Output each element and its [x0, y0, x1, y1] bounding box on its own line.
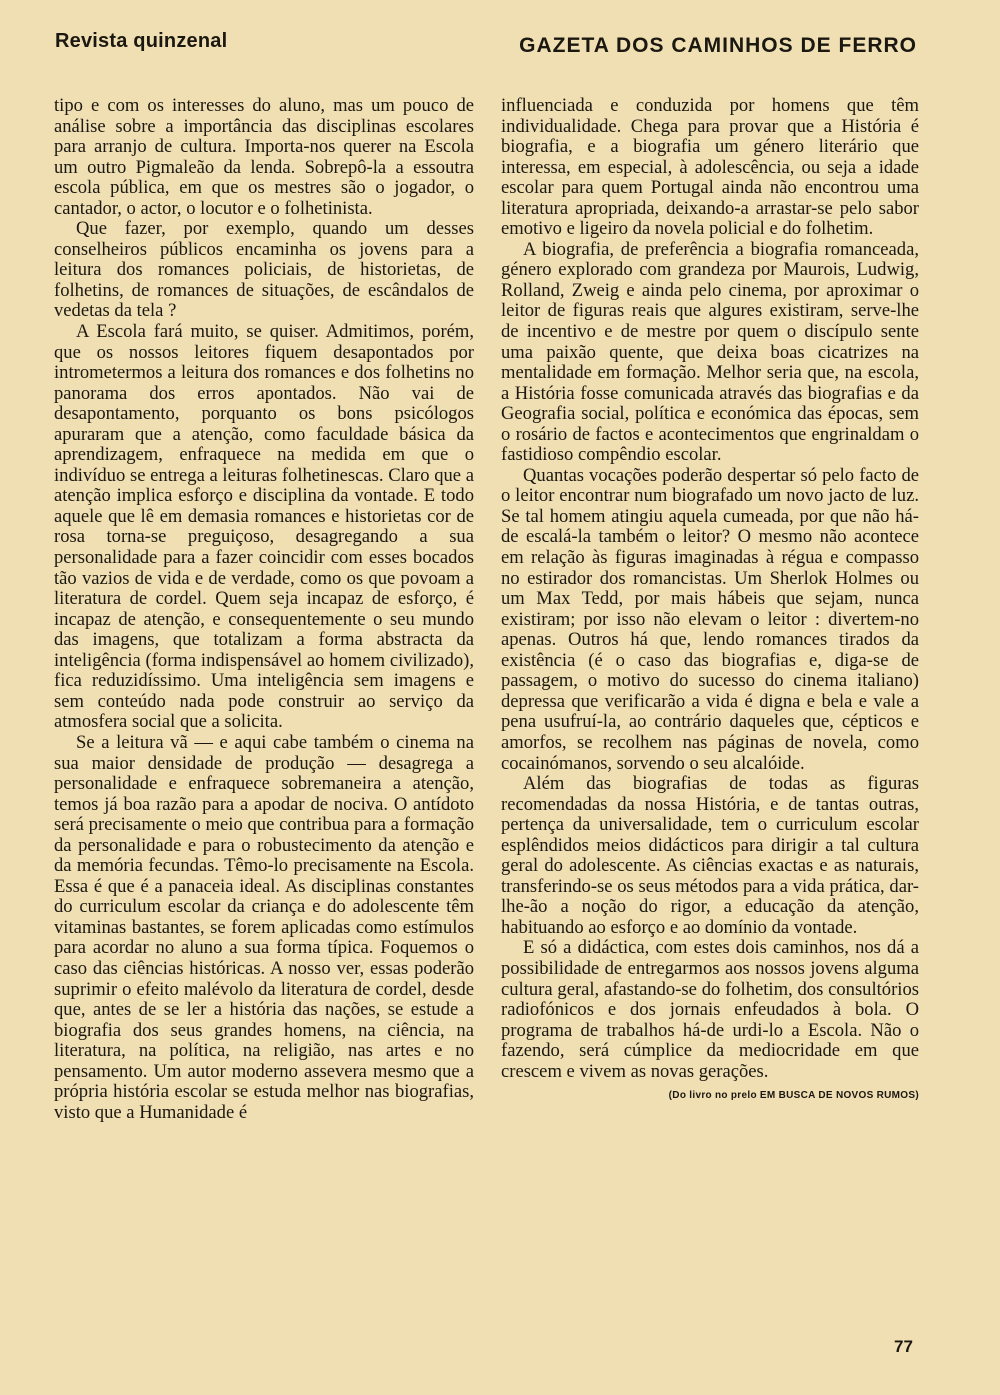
paragraph: influenciada e conduzida por homens que têm individualidade. Chega para provar que a História é biografia, e a biografia um género literário que interessa, em especial, à adolescência, ou seja a idade escolar para quem Portugal ainda não encontrou uma literatura apropriada, deixando-a arrastar-se pelo sabor emotivo e ligeiro da novela policial e do folhetim. [501, 95, 919, 240]
paragraph: A biografia, de preferência a biografia romanceada, género explorado com grandeza por Maurois, Ludwig, Rolland, Zweig e ainda pelo cinema, por aproximar o leitor de figuras reais que algures existiram, serve-lhe de incentivo e de mestre por quem o discípulo sente uma paixão quente, que deixa boas cicatrizes na mentalidade em formação. Melhor seria que, na escola, a História fosse comunicada através das biografias e da Geografia social, política e económica das épocas, sem o rosário de factos e acontecimentos que engrinaldam o fastidioso compêndio escolar. [501, 238, 919, 466]
source-note: (Do livro no prelo EM BUSCA DE NOVOS RUMOS) [668, 1090, 919, 1102]
paragraph: A Escola fará muito, se quiser. Admitimos, porém, que os nossos leitores fiquem desapontados por intrometermos a leitura dos romances e dos folhetins no panorama dos erros apontados. Não vai de desapontamento, porquanto os bons psicólogos apuraram que a atenção, como faculdade básica da aprendizagem, enfraquece na medida em que o indivíduo se entrega a leituras folhetinescas. Claro que a atenção implica esforço e disciplina da vontade. E todo aquele que lê em demasia romances e historietas cor de rosa torna-se preguiçoso, desagregando a sua personalidade para a fazer coincidir com esses bocados tão vazios de vida e de verdade, como os que povoam a literatura de cordel. Quem seja incapaz de esforço, é incapaz de atenção, e consequentemente o seu mundo das imagens, que totalizam a forma abstracta da inteligência (forma indispensável ao homem civilizado), fica reduzidíssimo. Uma inteligência sem imagens e sem conteúdo nada pode construir ao serviço da atmosfera social que a solicita. [54, 321, 474, 733]
magazine-title: GAZETA DOS CAMINHOS DE FERRO [519, 34, 917, 57]
paragraph: Se a leitura vã — e aqui cabe também o cinema na sua maior densidade de produção — desagrega a personalidade e enfraquece sobremaneira a atenção, temos já boa razão para a apodar de nociva. O antídoto será precisamente o meio que contribua para a formação da personalidade e para o robustecimento da atenção e da memória fecundas. Têmo-lo precisamente na Escola. Essa é que é a panaceia ideal. As disciplinas constantes do curriculum escolar da criança e do adolescente têm vitaminas bastantes, se forem aplicadas como estímulos para acordar no aluno a sua forma típica. Foquemos o caso das ciências históricas. A nosso ver, essas poderão suprimir o efeito malévolo da literatura de cordel, desde que, antes de se ler a história das nações, se estude a biografia dos seus grandes homens, na ciência, na literatura, na política, na religião, nas artes e no pensamento. Um autor moderno assevera mesmo que a própria história escolar se estuda melhor nas biografias, visto que a Humanidade é [54, 731, 474, 1123]
paragraph: E só a didáctica, com estes dois caminhos, nos dá a possibilidade de entregarmos aos nossos jovens alguma cultura geral, afastando-se do folhetim, dos consultórios radiofónicos e dos jornais enfeudados à bola. O programa de trabalhos há-de urdi-lo a Escola. Não o fazendo, será cúmplice da mediocridade em que crescem e vivem as novas gerações. [501, 937, 919, 1082]
paragraph: Quantas vocações poderão despertar só pelo facto de o leitor encontrar num biografado um novo jacto de luz. Se tal homem atingiu aquela cumeada, por que não há-de escalá-la também o leitor? O mesmo não acontece em relação às figuras imaginadas à régua e compasso no estirador dos romancistas. Um Sherlok Holmes ou um Max Tedd, por mais hábeis que sejam, nunca existiram; por isso não elevam o leitor : divertem-no apenas. Outros há que, lendo romances tirados da existência (é o caso das biografias e, diga-se de passagem, o motivo do sucesso do cinema italiano) depressa que verificarão a vida é digna e bela e vale a pena usufruí-la, ao contrário daqueles que, cépticos e amorfos, se recolhem nas páginas de novela, como cocainómanos, sorvendo o seu alcalóide. [501, 464, 919, 774]
paragraph: Que fazer, por exemplo, quando um desses conselheiros públicos encaminha os jovens para a leitura dos romances policiais, de historietas, de folhetins, de romances de situações, de escândalos de vedetas da tela ? [54, 218, 474, 322]
page-number: 77 [894, 1337, 913, 1356]
right-column [501, 96, 919, 1107]
left-column [54, 96, 474, 1123]
paragraph: tipo e com os interesses do aluno, mas um pouco de análise sobre a importância das disciplinas escolares para arranjo de cultura. Importa-nos querer na Escola um outro Pigmaleão da lenda. Sobrepô-la a essoutra escola pública, em que os mestres são o jogador, o cantador, o actor, o locutor e o folhetinista. [54, 95, 474, 219]
paragraph: Além das biografias de todas as figuras recomendadas da nossa História, e de tantas outras, pertença da universalidade, tem o curriculum escolar esplêndidos meios didácticos para dirigir a tal cultura geral do adolescente. As ciências exactas e as naturais, transferindo-se os seus métodos para a vida prática, dar-lhe-ão a noção do rigor, a educação da atenção, habituando ao esforço e ao domínio da vontade. [501, 773, 919, 938]
magazine-frequency: Revista quinzenal [55, 30, 228, 52]
